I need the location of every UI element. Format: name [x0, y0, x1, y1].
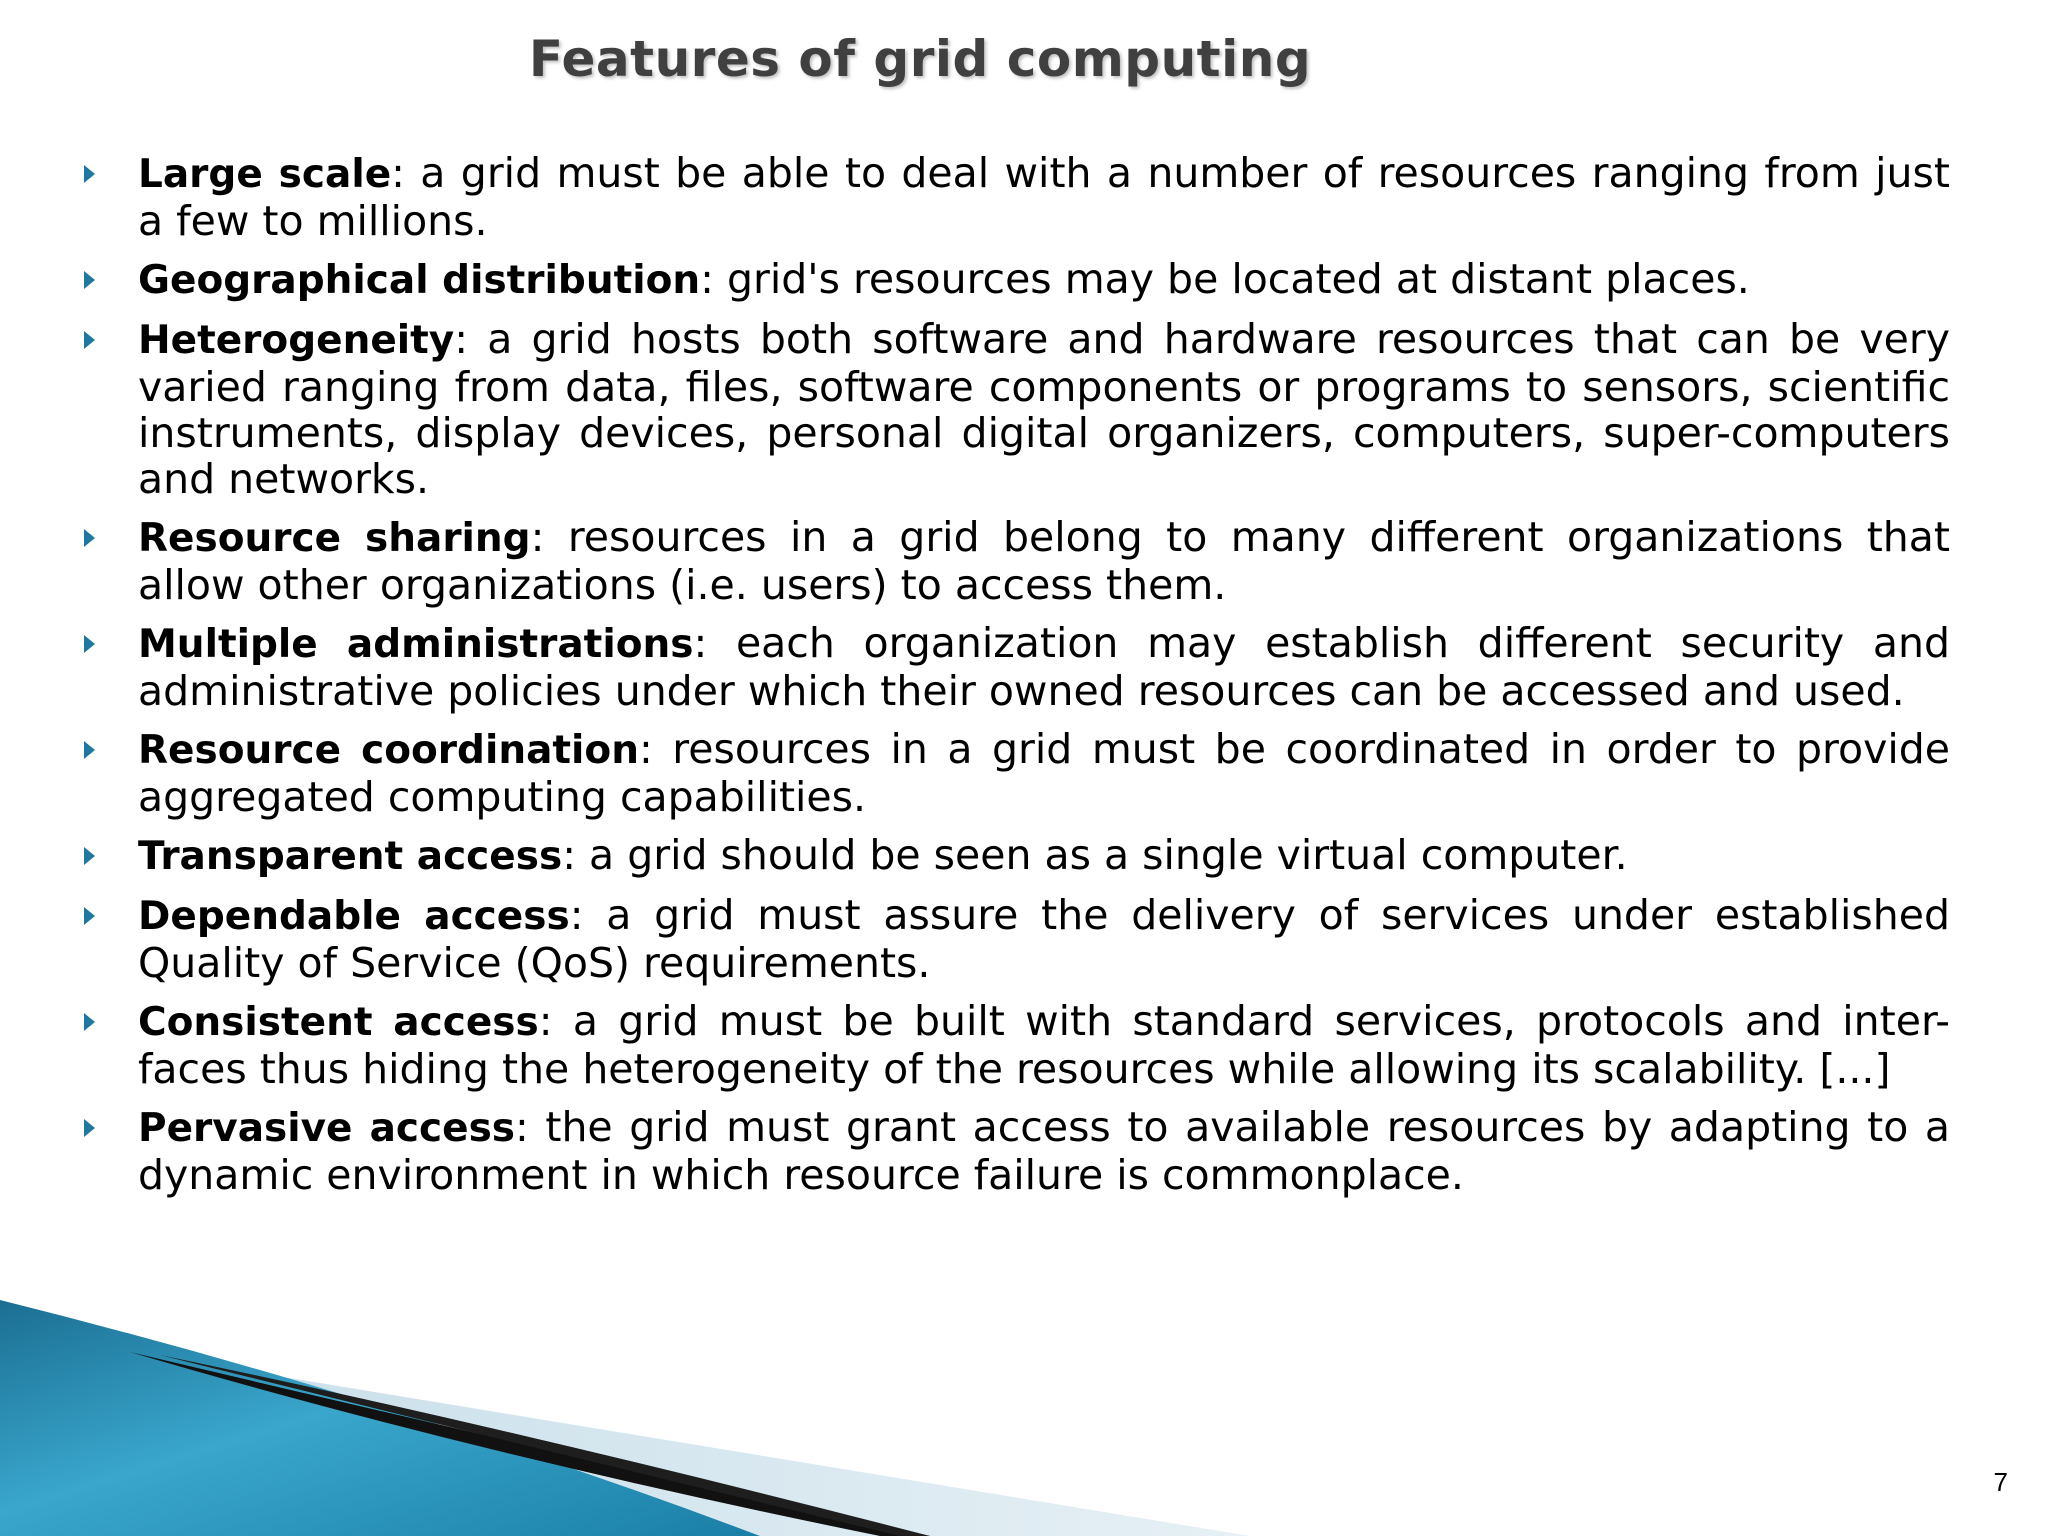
triangle-bullet-icon [84, 331, 95, 349]
feature-description: : resources in a grid belong to many different organizations that allow other organizations (i.e. users) to access them. [138, 513, 1950, 609]
page-number: 7 [1993, 1467, 2008, 1497]
list-item [70, 998, 1950, 1092]
feature-description: : a grid must be able to deal with a number of resources ranging from just a few to millions. [138, 149, 1950, 245]
feature-term: Consistent access [138, 1000, 539, 1045]
feature-term: Heterogeneity [138, 318, 455, 363]
feature-term: Multiple administrations [138, 622, 694, 667]
feature-description: : a grid should be seen as a single virtual computer. [562, 831, 1628, 879]
feature-term: Geographical distribution [138, 258, 701, 303]
triangle-bullet-icon [84, 271, 95, 289]
feature-description: : resources in a grid must be coordinated in order to provide aggregated computing capabilities. [138, 725, 1950, 821]
triangle-bullet-icon [84, 635, 95, 653]
triangle-bullet-icon [84, 907, 95, 925]
list-item [70, 620, 1950, 714]
feature-term: Resource sharing [138, 516, 531, 561]
triangle-bullet-icon [84, 741, 95, 759]
feature-term: Transparent access [138, 834, 563, 879]
feature-description: : grid's resources may be located at distant places. [700, 255, 1750, 303]
slide-title: Features of grid computing [528, 30, 1312, 88]
feature-term: Dependable access [138, 894, 570, 939]
list-item [70, 256, 1950, 304]
triangle-bullet-icon [84, 165, 95, 183]
triangle-bullet-icon [84, 1013, 95, 1031]
triangle-bullet-icon [84, 847, 95, 865]
list-item [70, 832, 1950, 880]
feature-description: : a grid must be built with standard services, protocols and inter-faces thus hiding the heterogeneity of the resources while allowing its scalability. [...] [138, 997, 1950, 1093]
triangle-bullet-icon [84, 529, 95, 547]
triangle-bullet-icon [84, 1119, 95, 1137]
feature-description: : each organization may establish different security and administrative policies under which their owned resources can be accessed and used. [138, 619, 1950, 715]
list-item [70, 150, 1950, 244]
list-item [70, 316, 1950, 502]
list-item [70, 514, 1950, 608]
list-item [70, 726, 1950, 820]
feature-description: : a grid must assure the delivery of services under established Quality of Service (QoS) requirements. [138, 891, 1951, 987]
feature-description: : the grid must grant access to available resources by adapting to a dynamic environment in which resource failure is commonplace. [138, 1103, 1950, 1199]
list-item [70, 1104, 1950, 1198]
feature-term: Resource coordination [138, 728, 639, 773]
feature-term: Pervasive access [138, 1106, 515, 1151]
list-item [70, 892, 1950, 986]
feature-term: Large scale [138, 152, 392, 197]
feature-list [70, 150, 1950, 1210]
feature-description: : a grid hosts both software and hardware resources that can be very varied ranging from data, files, software components or programs to sensors, scientific instruments, display devices, personal digital organizers, computers, super-computers and networks. [138, 315, 1950, 503]
